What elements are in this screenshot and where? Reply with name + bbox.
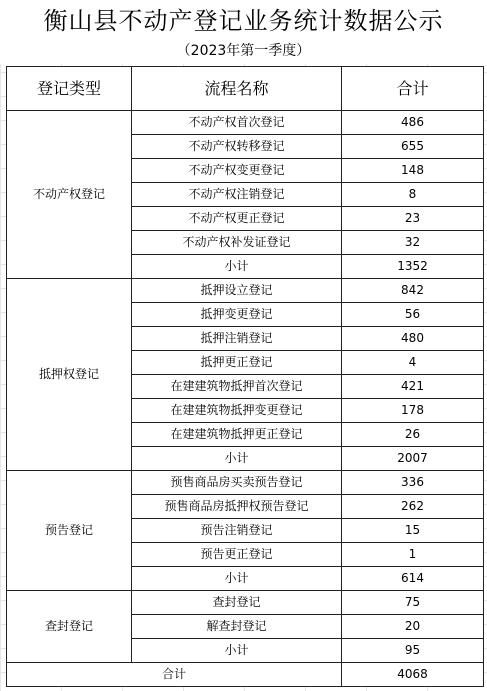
- process-name-cell: 不动产权转移登记: [132, 135, 342, 159]
- grand-total-label: 合计: [7, 663, 342, 687]
- count-cell: 8: [342, 183, 484, 207]
- count-cell: 26: [342, 423, 484, 447]
- header-total: 合计: [342, 67, 484, 111]
- category-cell: 查封登记: [7, 591, 132, 663]
- page-title: 衡山县不动产登记业务统计数据公示: [43, 6, 444, 35]
- table-row: [7, 471, 484, 495]
- process-name-cell: 预售商品房买卖预告登记: [132, 471, 342, 495]
- count-cell: 336: [342, 471, 484, 495]
- count-cell: 614: [342, 567, 484, 591]
- header-process: 流程名称: [132, 67, 342, 111]
- statistics-table: [6, 66, 484, 687]
- count-cell: 15: [342, 519, 484, 543]
- process-name-cell: 查封登记: [132, 591, 342, 615]
- count-cell: 178: [342, 399, 484, 423]
- process-name-cell: 小计: [132, 567, 342, 591]
- count-cell: 480: [342, 327, 484, 351]
- count-cell: 23: [342, 207, 484, 231]
- table-row: [7, 111, 484, 135]
- process-name-cell: 不动产权更正登记: [132, 207, 342, 231]
- process-name-cell: 在建建筑物抵押变更登记: [132, 399, 342, 423]
- count-cell: 20: [342, 615, 484, 639]
- category-cell: 预告登记: [7, 471, 132, 591]
- process-name-cell: 小计: [132, 639, 342, 663]
- process-name-cell: 预告更正登记: [132, 543, 342, 567]
- grand-total-value: 4068: [342, 663, 484, 687]
- count-cell: 56: [342, 303, 484, 327]
- title-row: [0, 0, 487, 36]
- process-name-cell: 不动产权补发证登记: [132, 231, 342, 255]
- count-cell: 4: [342, 351, 484, 375]
- count-cell: 1352: [342, 255, 484, 279]
- process-name-cell: 抵押变更登记: [132, 303, 342, 327]
- table-header-row: [7, 67, 484, 111]
- process-name-cell: 小计: [132, 255, 342, 279]
- count-cell: 2007: [342, 447, 484, 471]
- category-cell: 不动产权登记: [7, 111, 132, 279]
- process-name-cell: 解查封登记: [132, 615, 342, 639]
- process-name-cell: 在建建筑物抵押首次登记: [132, 375, 342, 399]
- table-row: [7, 591, 484, 615]
- process-name-cell: 预售商品房抵押权预告登记: [132, 495, 342, 519]
- category-cell: 抵押权登记: [7, 279, 132, 471]
- process-name-cell: 抵押设立登记: [132, 279, 342, 303]
- count-cell: 262: [342, 495, 484, 519]
- process-name-cell: 小计: [132, 447, 342, 471]
- count-cell: 75: [342, 591, 484, 615]
- count-cell: 148: [342, 159, 484, 183]
- count-cell: 421: [342, 375, 484, 399]
- count-cell: 1: [342, 543, 484, 567]
- process-name-cell: 不动产权首次登记: [132, 111, 342, 135]
- process-name-cell: 抵押注销登记: [132, 327, 342, 351]
- count-cell: 655: [342, 135, 484, 159]
- table-row: [7, 279, 484, 303]
- grand-total-row: [7, 663, 484, 687]
- table-body: [7, 111, 484, 687]
- process-name-cell: 在建建筑物抵押更正登记: [132, 423, 342, 447]
- count-cell: 95: [342, 639, 484, 663]
- header-category: 登记类型: [7, 67, 132, 111]
- process-name-cell: 抵押更正登记: [132, 351, 342, 375]
- count-cell: 486: [342, 111, 484, 135]
- page-subtitle: （2023年第一季度）: [176, 43, 311, 59]
- subtitle-row: [0, 36, 487, 64]
- process-name-cell: 不动产权注销登记: [132, 183, 342, 207]
- process-name-cell: 不动产权变更登记: [132, 159, 342, 183]
- count-cell: 842: [342, 279, 484, 303]
- count-cell: 32: [342, 231, 484, 255]
- process-name-cell: 预告注销登记: [132, 519, 342, 543]
